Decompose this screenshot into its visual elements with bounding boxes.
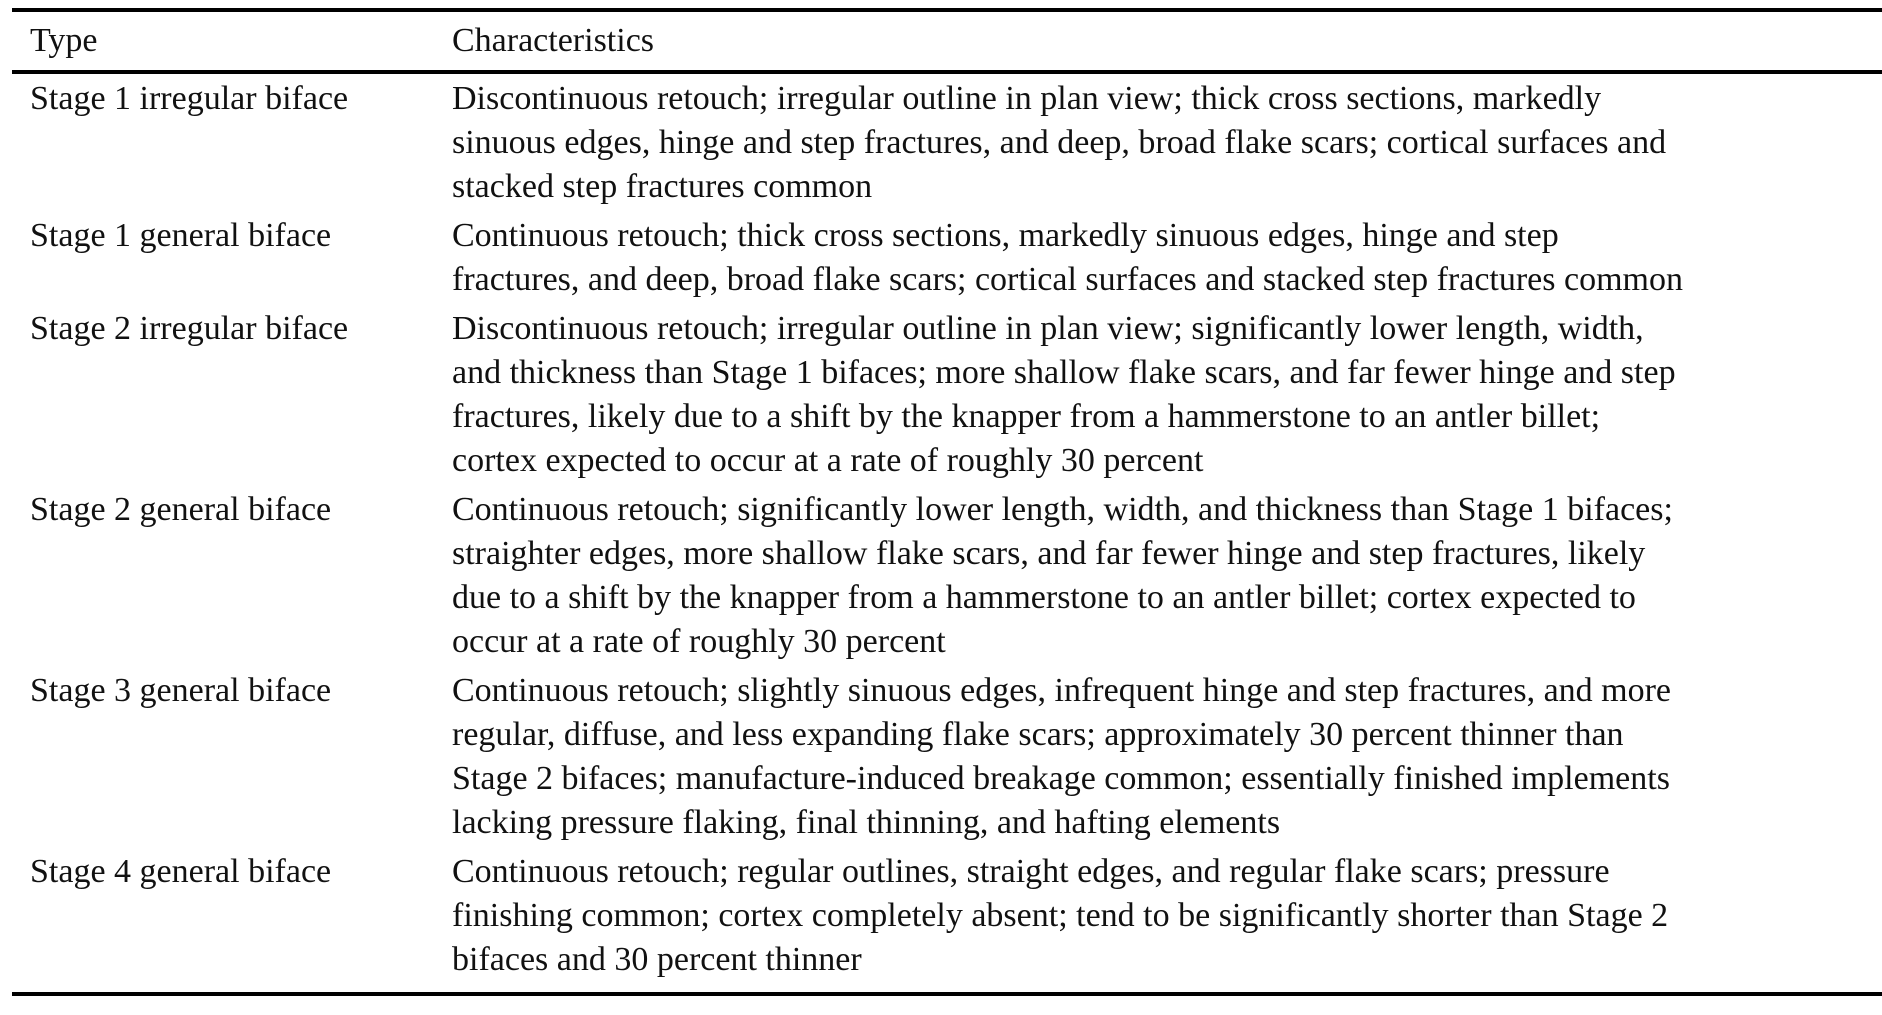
type-cell: Stage 4 general biface (30, 853, 332, 890)
characteristics-line: Continuous retouch; regular outlines, straight edges, and regular flake scars; pressure (452, 853, 1610, 890)
type-cell: Stage 3 general biface (30, 672, 332, 709)
table-bottom-rule (12, 992, 1882, 996)
characteristics-line: finishing common; cortex completely absent; tend to be significantly shorter than Stage 2 (452, 897, 1669, 934)
characteristics-line: sinuous edges, hinge and step fractures, and deep, broad flake scars; cortical surfaces and (452, 124, 1667, 161)
biface-stage-table (12, 8, 1882, 996)
table-row (12, 485, 1882, 666)
type-cell: Stage 2 general biface (30, 491, 332, 528)
characteristics-line: stacked step fractures common (452, 168, 873, 205)
characteristics-line: bifaces and 30 percent thinner (452, 941, 862, 978)
header-characteristics: Characteristics (452, 22, 655, 59)
characteristics-line: occur at a rate of roughly 30 percent (452, 623, 946, 660)
characteristics-line: straighter edges, more shallow flake scars, and far fewer hinge and step fractures, likely (452, 535, 1646, 572)
characteristics-line: Discontinuous retouch; irregular outline in plan view; thick cross sections, markedly (452, 80, 1602, 117)
characteristics-line: lacking pressure flaking, final thinning, and hafting elements (452, 804, 1281, 841)
table-row (12, 847, 1882, 984)
table-row (12, 74, 1882, 211)
table-body (12, 74, 1882, 984)
characteristics-line: Continuous retouch; slightly sinuous edges, infrequent hinge and step fractures, and more (452, 672, 1672, 709)
characteristics-cell (452, 850, 1882, 982)
characteristics-line: and thickness than Stage 1 bifaces; more shallow flake scars, and far fewer hinge and step (452, 354, 1676, 391)
characteristics-cell (452, 669, 1882, 845)
characteristics-line: fractures, likely due to a shift by the knapper from a hammerstone to an antler billet; (452, 398, 1601, 435)
characteristics-cell (452, 77, 1882, 209)
table-row (12, 304, 1882, 485)
characteristics-line: Discontinuous retouch; irregular outline in plan view; significantly lower length, width, (452, 310, 1644, 347)
characteristics-line: Continuous retouch; significantly lower length, width, and thickness than Stage 1 bifaces; (452, 491, 1673, 528)
table-row (12, 666, 1882, 847)
characteristics-cell (452, 307, 1882, 483)
header-type: Type (30, 22, 98, 59)
type-cell: Stage 1 irregular biface (30, 80, 349, 117)
table-row (12, 211, 1882, 304)
type-cell: Stage 2 irregular biface (30, 310, 349, 347)
characteristics-cell (452, 214, 1882, 302)
characteristics-line: due to a shift by the knapper from a hammerstone to an antler billet; cortex expected to (452, 579, 1636, 616)
characteristics-line: fractures, and deep, broad flake scars; cortical surfaces and stacked step fractures common (452, 261, 1683, 298)
characteristics-line: regular, diffuse, and less expanding flake scars; approximately 30 percent thinner than (452, 716, 1624, 753)
characteristics-line: Continuous retouch; thick cross sections, markedly sinuous edges, hinge and step (452, 217, 1559, 254)
type-cell: Stage 1 general biface (30, 217, 332, 254)
table-header-row (12, 12, 1882, 70)
characteristics-line: cortex expected to occur at a rate of roughly 30 percent (452, 442, 1204, 479)
characteristics-line: Stage 2 bifaces; manufacture-induced breakage common; essentially finished implements (452, 760, 1670, 797)
characteristics-cell (452, 488, 1882, 664)
